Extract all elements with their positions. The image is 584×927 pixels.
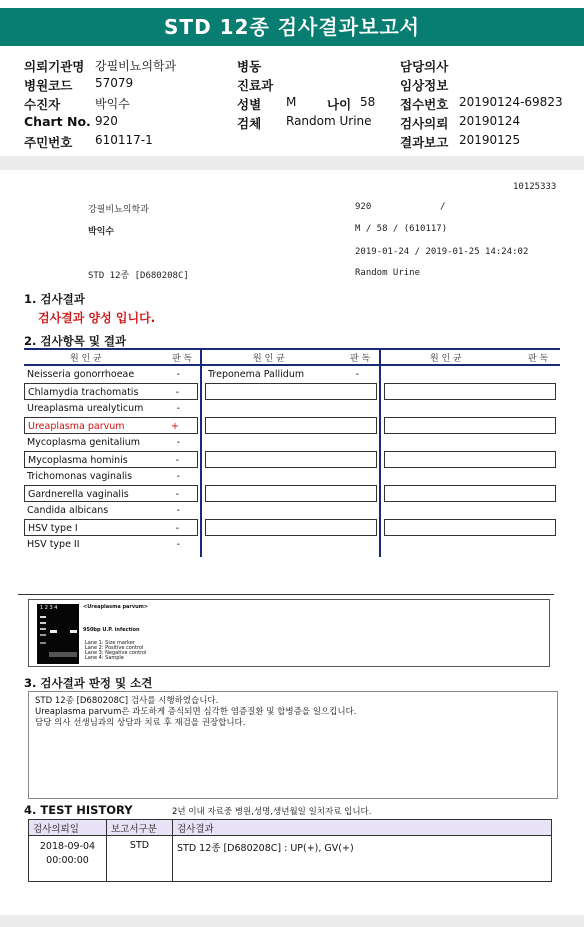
value-specimen: Random Urine: [286, 114, 372, 128]
empty-row: [384, 383, 556, 400]
history-date: 2018-09-04: [39, 841, 96, 852]
label-resident-no: 주민번호: [24, 135, 73, 150]
figure-top-rule: [18, 594, 554, 595]
col3-judge-header: 판 독: [528, 354, 549, 364]
history-note: 2년 이내 자료중 병원,성명,생년월일 일치자료 입니다.: [172, 807, 372, 817]
value-age: 58: [360, 95, 376, 109]
opinion-line: Ureaplasma parvum은 과도하게 증식되면 심각한 염증질환 및 합병증을 일으킵니다.: [35, 707, 357, 717]
figure-legend-3: Lane 3: Negative control: [85, 650, 147, 656]
history-time: 00:00:00: [46, 855, 89, 866]
organism-row: HSV type I -: [24, 519, 198, 536]
report-dates: 2019-01-24 / 2019-01-25 14:24:02: [355, 247, 529, 257]
label-hospital-code: 병원코드: [24, 78, 73, 93]
section3-title: 3. 검사결과 판정 및 소견: [24, 676, 153, 690]
label-hospital: 의뢰기관명: [24, 59, 85, 74]
figure-band-label: 950bp U.P. infection: [83, 627, 140, 633]
empty-row: [384, 519, 556, 536]
col2-judge-header: 판 독: [350, 354, 371, 364]
value-request-date: 20190124: [459, 114, 521, 128]
divider-top: [0, 156, 584, 170]
empty-row: [205, 383, 377, 400]
history-table: [28, 819, 552, 882]
report-patient: 박익수: [88, 227, 115, 237]
col3-organism-header: 원 인 균: [430, 354, 462, 364]
empty-row: [205, 417, 377, 434]
history-header-result: 검사결과: [173, 820, 552, 836]
organism-row: Mycoplasma hominis -: [24, 451, 198, 468]
report-chart: 920: [355, 202, 372, 212]
organism-row: Chlamydia trachomatis -: [24, 383, 198, 400]
divider-bottom: [0, 915, 584, 927]
value-resident-no: 610117-1: [95, 133, 153, 147]
figure-title: <Ureaplasma parvum>: [83, 604, 149, 610]
value-receipt-no: 20190124-69823: [459, 95, 563, 109]
empty-row: [205, 485, 377, 502]
label-ward: 병동: [237, 59, 262, 74]
value-patient: 박익수: [95, 97, 130, 111]
organism-row: Neisseria gonorrhoeae -: [27, 369, 180, 380]
report-hospital: 강필비뇨의학과: [88, 205, 149, 215]
organism-row: Treponema Pallidum -: [208, 369, 359, 380]
report-test: STD 12종 [D680208C]: [88, 271, 189, 281]
figure-legend-4: Lane 4: Sample: [85, 655, 124, 661]
organism-row: Ureaplasma urealyticum -: [27, 403, 180, 414]
col2-organism-header: 원 인 균: [253, 354, 285, 364]
col1-judge-header: 판 독: [172, 354, 193, 364]
label-clinical-info: 임상정보: [400, 78, 449, 93]
label-patient: 수진자: [24, 97, 61, 112]
gel-figure: [28, 599, 550, 667]
history-header-date: 검사의뢰일: [29, 820, 107, 836]
report-title: STD 12종 검사결과보고서: [0, 8, 584, 46]
column-divider-1: [200, 349, 202, 557]
organism-row: Trichomonas vaginalis -: [27, 471, 180, 482]
label-department: 진료과: [237, 78, 274, 93]
label-age: 나이: [327, 97, 352, 112]
empty-row: [205, 519, 377, 536]
figure-legend-2: Lane 2: Positive control: [85, 645, 144, 651]
report-specimen: Random Urine: [355, 268, 421, 278]
organism-row: Candida albicans -: [27, 505, 180, 516]
column-divider-2: [379, 349, 381, 557]
section4-title: 4. TEST HISTORY: [24, 803, 133, 817]
table-top-rule: [24, 348, 560, 350]
empty-row: [384, 485, 556, 502]
history-header-type: 보고서구분: [107, 820, 173, 836]
organism-row-positive: Ureaplasma parvum +: [24, 417, 198, 434]
label-specimen: 검체: [237, 116, 262, 131]
label-doctor: 담당의사: [400, 59, 449, 74]
value-hospital: 강필비뇨의학과: [95, 59, 177, 73]
gel-image: [37, 604, 79, 664]
value-chart-no: 920: [95, 114, 118, 128]
report-id: 10125333: [513, 182, 557, 192]
opinion-line: 담당 의사 선생님과의 상담과 치료 후 재검을 권장합니다.: [35, 718, 246, 728]
empty-row: [384, 417, 556, 434]
label-report-date: 결과보고: [400, 135, 449, 150]
value-hospital-code: 57079: [95, 76, 134, 90]
opinion-box: [28, 691, 558, 799]
table-row: [29, 836, 552, 882]
organism-row: Mycoplasma genitalium -: [27, 437, 180, 448]
gel-lane-numbers: 1 2 3 4: [40, 605, 58, 611]
report-slash: /: [440, 202, 446, 212]
history-result: STD 12종 [D680208C] : UP(+), GV(+): [173, 836, 552, 882]
history-type: STD: [107, 836, 173, 882]
opinion-line: STD 12종 [D680208C] 검사를 시행하였습니다.: [35, 696, 219, 706]
organism-row: Gardnerella vaginalis -: [24, 485, 198, 502]
label-chart-no: Chart No.: [24, 114, 91, 129]
organism-row: HSV type II -: [27, 539, 180, 550]
empty-row: [205, 451, 377, 468]
value-report-date: 20190125: [459, 133, 521, 147]
positive-result: 검사결과 양성 입니다.: [38, 311, 156, 325]
section2-title: 2. 검사항목 및 결과: [24, 334, 127, 348]
section1-title: 1. 검사결과: [24, 292, 85, 306]
label-sex: 성별: [237, 97, 262, 112]
value-sex: M: [286, 95, 297, 109]
report-sex-age: M / 58 / (610117): [355, 224, 448, 234]
label-request-date: 검사의뢰: [400, 116, 449, 131]
col1-organism-header: 원 인 균: [70, 354, 102, 364]
label-receipt-no: 접수번호: [400, 97, 449, 112]
figure-legend-1: Lane 1: Size marker: [85, 640, 135, 646]
empty-row: [384, 451, 556, 468]
